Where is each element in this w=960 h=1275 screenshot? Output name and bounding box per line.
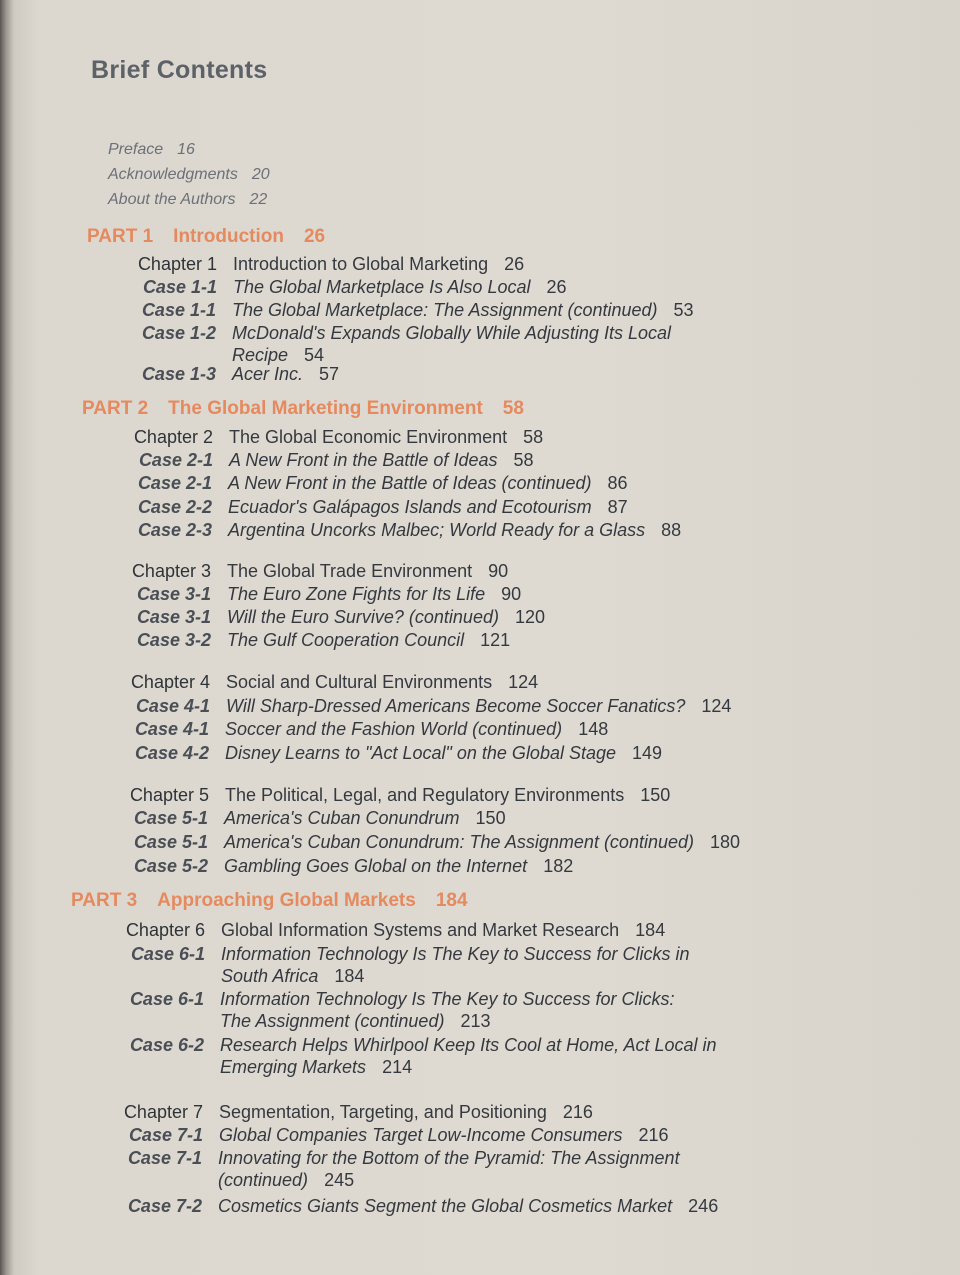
case-entry (134, 742, 663, 764)
entry-line (232, 322, 671, 344)
case-entry (133, 831, 741, 853)
entry-title: (continued) (218, 1170, 309, 1190)
part-page: 58 (502, 398, 524, 419)
chapter-entry (137, 253, 525, 275)
entry-title: The Euro Zone Fights for Its Life (227, 584, 486, 604)
front-matter-title: Acknowledgments (108, 166, 238, 183)
entry-page: 182 (543, 856, 574, 876)
part-heading (71, 890, 468, 912)
entry-page: 184 (334, 966, 365, 986)
entry-line (221, 965, 690, 987)
entry-title: Information Technology Is The Key to Success for Clicks: (220, 989, 675, 1009)
entry-label: Case 1-1 (142, 277, 217, 297)
case-entry (141, 322, 671, 366)
case-entry (137, 472, 628, 494)
entry-line (225, 784, 670, 806)
chapter-entry (123, 1101, 593, 1123)
entry-title: Ecuador's Galápagos Islands and Ecotourism (228, 497, 592, 517)
entry-line (232, 299, 694, 321)
entry-label: Case 3-1 (136, 607, 211, 627)
entry-page: 180 (710, 832, 741, 852)
entry-line (227, 583, 521, 605)
entry-line (227, 560, 508, 582)
front-matter-title: Preface (108, 141, 164, 158)
entry-page: 184 (635, 920, 666, 940)
entry-title: Cosmetics Giants Segment the Global Cosmetics Market (218, 1196, 673, 1216)
chapter-entry (125, 919, 666, 941)
entry-title: Argentina Uncorks Malbec; World Ready for a Glass (228, 520, 646, 540)
entry-title: South Africa (221, 966, 319, 986)
entry-line (218, 1195, 718, 1217)
entry-title: Global Information Systems and Market Research (221, 920, 620, 940)
entry-line (224, 807, 506, 829)
entry-title: A New Front in the Battle of Ideas (continued) (228, 473, 592, 493)
entry-title: Emerging Markets (220, 1057, 367, 1077)
entry-page: 57 (319, 364, 340, 384)
case-entry (129, 988, 675, 1032)
part-label: PART 3 (71, 890, 138, 911)
part-page: 26 (303, 226, 326, 247)
case-entry (127, 1147, 680, 1191)
entry-page: 26 (546, 277, 567, 297)
entry-title: Gambling Goes Global on the Internet (224, 856, 528, 876)
entry-page: 53 (673, 300, 694, 320)
entry-line (227, 629, 510, 651)
case-entry (136, 606, 546, 628)
entry-line (233, 253, 524, 275)
part-title: Approaching Global Markets (157, 890, 416, 911)
entry-line (219, 1124, 669, 1146)
entry-line (229, 426, 543, 448)
front-matter-list (108, 137, 270, 212)
entry-label: Case 6-1 (129, 989, 204, 1009)
entry-title: America's Cuban Conundrum (224, 808, 460, 828)
entry-line (228, 519, 681, 541)
entry-title: The Global Marketplace: The Assignment (continued) (232, 300, 658, 320)
front-matter-item (108, 137, 270, 162)
entry-title: The Political, Legal, and Regulatory Environments (225, 785, 625, 805)
case-entry (138, 449, 534, 471)
entry-label: Case 1-2 (141, 323, 216, 343)
entry-line (226, 671, 538, 693)
entry-title: McDonald's Expands Globally While Adjusting Its Local (232, 323, 671, 343)
entry-label: Case 5-2 (133, 856, 208, 876)
chapter-entry (130, 671, 539, 693)
entry-line (225, 742, 662, 764)
entry-line (218, 1169, 680, 1191)
entry-page: 54 (304, 345, 325, 365)
entry-page: 149 (632, 743, 663, 763)
entry-page: 58 (513, 450, 534, 470)
entry-page: 150 (475, 808, 506, 828)
entry-line (220, 1056, 717, 1078)
entry-label: Case 1-3 (141, 364, 216, 384)
entry-label: Case 2-1 (138, 450, 213, 470)
entry-line (225, 718, 608, 740)
entry-page: 216 (562, 1102, 593, 1122)
entry-label: Chapter 4 (130, 672, 210, 692)
entry-label: Chapter 1 (137, 254, 217, 274)
entry-page: 216 (638, 1125, 669, 1145)
entry-line (221, 943, 690, 965)
entry-page: 121 (480, 630, 511, 650)
page-title: Brief Contents (91, 56, 268, 84)
entry-title: Innovating for the Bottom of the Pyramid: The Assignment (218, 1148, 680, 1168)
entry-label: Case 7-2 (127, 1196, 202, 1216)
entry-line (229, 449, 534, 471)
front-matter-title: About the Authors (108, 191, 236, 208)
entry-title: Will the Euro Survive? (continued) (227, 607, 499, 627)
entry-page: 120 (514, 607, 546, 627)
entry-page: 86 (607, 473, 628, 493)
case-entry (137, 519, 682, 541)
case-entry (137, 496, 628, 518)
entry-line (232, 363, 339, 385)
entry-label: Case 4-2 (134, 743, 209, 763)
entry-title: The Assignment (continued) (220, 1011, 445, 1031)
chapter-entry (133, 426, 544, 448)
front-matter-item (108, 162, 270, 187)
entry-label: Case 2-2 (137, 497, 212, 517)
entry-title: A New Front in the Battle of Ideas (229, 450, 498, 470)
entry-title: Acer Inc. (232, 364, 304, 384)
entry-line (221, 919, 665, 941)
part-title: The Global Marketing Environment (168, 398, 483, 419)
entry-line (233, 276, 567, 298)
entry-label: Case 5-1 (133, 808, 208, 828)
entry-page: 26 (504, 254, 525, 274)
entry-line (226, 695, 731, 717)
entry-label: Case 7-1 (128, 1125, 203, 1145)
entry-page: 90 (501, 584, 522, 604)
entry-title: The Gulf Cooperation Council (227, 630, 465, 650)
entry-label: Case 6-2 (129, 1035, 204, 1055)
front-matter-page: 16 (177, 141, 195, 158)
entry-page: 246 (688, 1196, 719, 1216)
part-heading (82, 398, 524, 420)
entry-title: The Global Trade Environment (227, 561, 473, 581)
entry-title: The Global Marketplace Is Also Local (233, 277, 531, 297)
entry-label: Chapter 2 (133, 427, 213, 447)
entry-title: Disney Learns to "Act Local" on the Global Stage (225, 743, 617, 763)
entry-line (224, 831, 740, 853)
entry-title: Soccer and the Fashion World (continued) (225, 719, 563, 739)
entry-title: Research Helps Whirlpool Keep Its Cool at Home, Act Local in (220, 1035, 717, 1055)
entry-label: Case 3-1 (136, 584, 211, 604)
entry-page: 213 (460, 1011, 491, 1031)
entry-title: Will Sharp-Dressed Americans Become Soccer Fanatics? (226, 696, 686, 716)
entry-label: Chapter 7 (123, 1102, 203, 1122)
entry-line (220, 1010, 675, 1032)
case-entry (128, 1124, 669, 1146)
chapter-entry (129, 784, 671, 806)
entry-line (228, 496, 628, 518)
part-title: Introduction (173, 226, 284, 247)
entry-line (220, 1034, 717, 1056)
entry-page: 150 (640, 785, 671, 805)
case-entry (141, 299, 694, 321)
front-matter-item (108, 187, 270, 212)
entry-page: 148 (578, 719, 609, 739)
case-entry (135, 695, 732, 717)
case-entry (141, 363, 340, 385)
entry-label: Case 4-1 (134, 719, 209, 739)
entry-title: Recipe (232, 345, 289, 365)
entry-title: Introduction to Global Marketing (233, 254, 489, 274)
entry-page: 58 (523, 427, 544, 447)
entry-page: 245 (324, 1170, 355, 1190)
entry-label: Chapter 3 (131, 561, 211, 581)
case-entry (134, 718, 609, 740)
entry-page: 124 (701, 696, 732, 716)
part-heading (87, 226, 325, 248)
entry-title: Information Technology Is The Key to Success for Clicks in (221, 944, 690, 964)
front-matter-page: 20 (251, 166, 270, 183)
part-label: PART 2 (82, 398, 149, 419)
case-entry (142, 276, 567, 298)
entry-line (228, 472, 628, 494)
entry-label: Case 3-2 (136, 630, 211, 650)
entry-line (218, 1147, 680, 1169)
case-entry (130, 943, 690, 987)
entry-label: Chapter 6 (125, 920, 205, 940)
entry-title: America's Cuban Conundrum: The Assignment (continued) (224, 832, 694, 852)
case-entry (129, 1034, 717, 1078)
entry-label: Case 2-1 (137, 473, 212, 493)
entry-title: Social and Cultural Environments (226, 672, 493, 692)
entry-label: Case 6-1 (130, 944, 205, 964)
case-entry (127, 1195, 719, 1217)
case-entry (136, 583, 522, 605)
part-page: 184 (435, 890, 468, 911)
entry-line (224, 855, 573, 877)
front-matter-page: 22 (249, 191, 268, 208)
entry-page: 124 (508, 672, 539, 692)
entry-label: Case 2-3 (137, 520, 212, 540)
chapter-entry (131, 560, 509, 582)
entry-page: 88 (661, 520, 682, 540)
entry-title: Segmentation, Targeting, and Positioning (219, 1102, 547, 1122)
entry-page: 87 (607, 497, 628, 517)
entry-title: Global Companies Target Low-Income Consumers (219, 1125, 623, 1145)
entry-line (227, 606, 545, 628)
entry-title: The Global Economic Environment (229, 427, 508, 447)
entry-label: Case 1-1 (141, 300, 216, 320)
entry-line (219, 1101, 593, 1123)
entry-page: 214 (382, 1057, 413, 1077)
entry-label: Case 4-1 (135, 696, 210, 716)
entry-label: Chapter 5 (129, 785, 209, 805)
case-entry (136, 629, 511, 651)
case-entry (133, 807, 506, 829)
entry-page: 90 (488, 561, 509, 581)
entry-label: Case 7-1 (127, 1148, 202, 1168)
case-entry (133, 855, 574, 877)
entry-label: Case 5-1 (133, 832, 208, 852)
entry-line (220, 988, 675, 1010)
part-label: PART 1 (87, 226, 154, 247)
